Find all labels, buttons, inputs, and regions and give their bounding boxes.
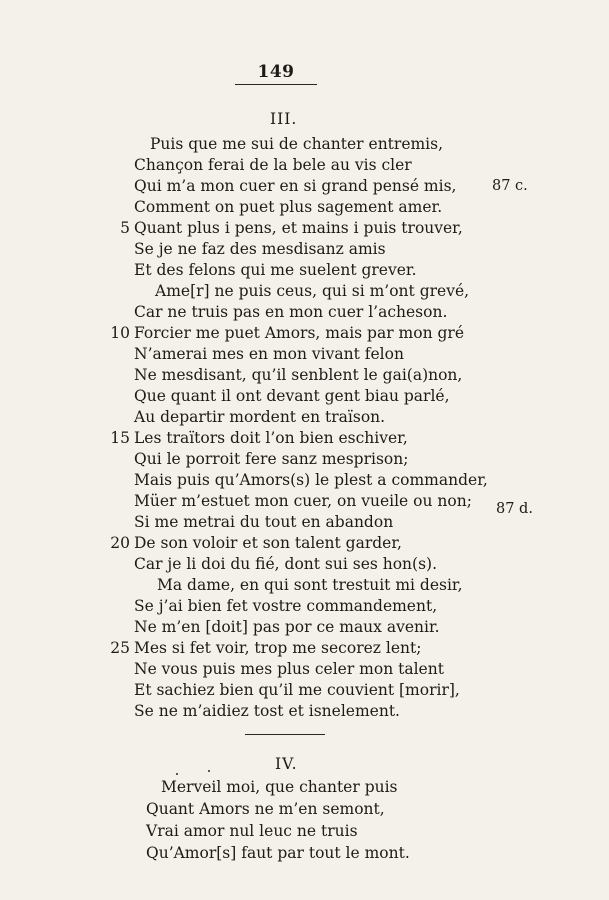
line-number: 10 bbox=[110, 324, 130, 342]
line-number: 15 bbox=[110, 429, 130, 447]
poem-line: Mais puis qu’Amors(s) le plest a commander, bbox=[134, 471, 488, 489]
poem-line: Ne m’en [doit] pas por ce maux avenir. bbox=[134, 618, 440, 636]
section-divider bbox=[245, 734, 325, 735]
poem-line: Chançon ferai de la bele au vis cler bbox=[134, 156, 412, 174]
poem-line: N’amerai mes en mon vivant felon bbox=[134, 345, 404, 363]
poem-line: Comment on puet plus sagement amer. bbox=[134, 198, 443, 216]
poem-line: Puis que me sui de chanter entremis, bbox=[150, 135, 444, 153]
poem-line: Qui m’a mon cuer en si grand pensé mis, bbox=[134, 177, 457, 195]
poem-line: Se j’ai bien fet vostre commandement, bbox=[134, 597, 438, 615]
poem-line: Quant plus i pens, et mains i puis trouver, bbox=[134, 219, 463, 237]
page-number: 149 bbox=[257, 62, 295, 82]
poem-line: Merveil moi, que chanter puis bbox=[161, 778, 398, 796]
poem-line: Et des felons qui me suelent grever. bbox=[134, 261, 417, 279]
poem-line: Vrai amor nul leuc ne truis bbox=[146, 822, 358, 840]
poem-line: Si me metrai du tout en abandon bbox=[134, 513, 394, 531]
poem-line: De son voloir et son talent garder, bbox=[134, 534, 402, 552]
ink-speck bbox=[176, 773, 178, 775]
poem-line: Au departir mordent en traïson. bbox=[134, 408, 386, 426]
poem-heading-iii: III. bbox=[270, 110, 298, 128]
poem-line: Ame[r] ne puis ceus, qui si m’ont grevé, bbox=[155, 282, 470, 300]
margin-note: 87 c. bbox=[492, 178, 528, 194]
poem-line: Müer m’estuet mon cuer, on vueile ou non; bbox=[134, 492, 472, 510]
poem-line: Ne vous puis mes plus celer mon talent bbox=[134, 660, 444, 678]
margin-note: 87 d. bbox=[496, 501, 533, 517]
page-number-rule bbox=[235, 84, 317, 85]
poem-line: Car ne truis pas en mon cuer l’acheson. bbox=[134, 303, 448, 321]
poem-line: Car je li doi du fié, dont sui ses hon(s). bbox=[134, 555, 438, 573]
line-number: 25 bbox=[110, 639, 130, 657]
poem-heading-iv: IV. bbox=[275, 755, 298, 773]
poem-line: Quant Amors ne m’en semont, bbox=[146, 800, 385, 818]
poem-line: Se ne m’aidiez tost et isnelement. bbox=[134, 702, 400, 720]
line-number: 20 bbox=[110, 534, 130, 552]
poem-line: Les traïtors doit l’on bien eschiver, bbox=[134, 429, 408, 447]
poem-line: Et sachiez bien qu’il me couvient [morir], bbox=[134, 681, 460, 699]
poem-line: Qu’Amor[s] faut par tout le mont. bbox=[146, 844, 410, 862]
poem-line: Se je ne faz des mesdisanz amis bbox=[134, 240, 386, 258]
poem-line: Ne mesdisant, qu’il senblent le gai(a)non, bbox=[134, 366, 463, 384]
poem-line: Ma dame, en qui sont trestuit mi desir, bbox=[157, 576, 463, 594]
ink-speck bbox=[208, 770, 210, 772]
line-number: 5 bbox=[120, 219, 130, 237]
poem-line: Mes si fet voir, trop me secorez lent; bbox=[134, 639, 422, 657]
poem-line: Que quant il ont devant gent biau parlé, bbox=[134, 387, 450, 405]
poem-line: Forcier me puet Amors, mais par mon gré bbox=[134, 324, 464, 342]
poem-line: Qui le porroit fere sanz mesprison; bbox=[134, 450, 409, 468]
